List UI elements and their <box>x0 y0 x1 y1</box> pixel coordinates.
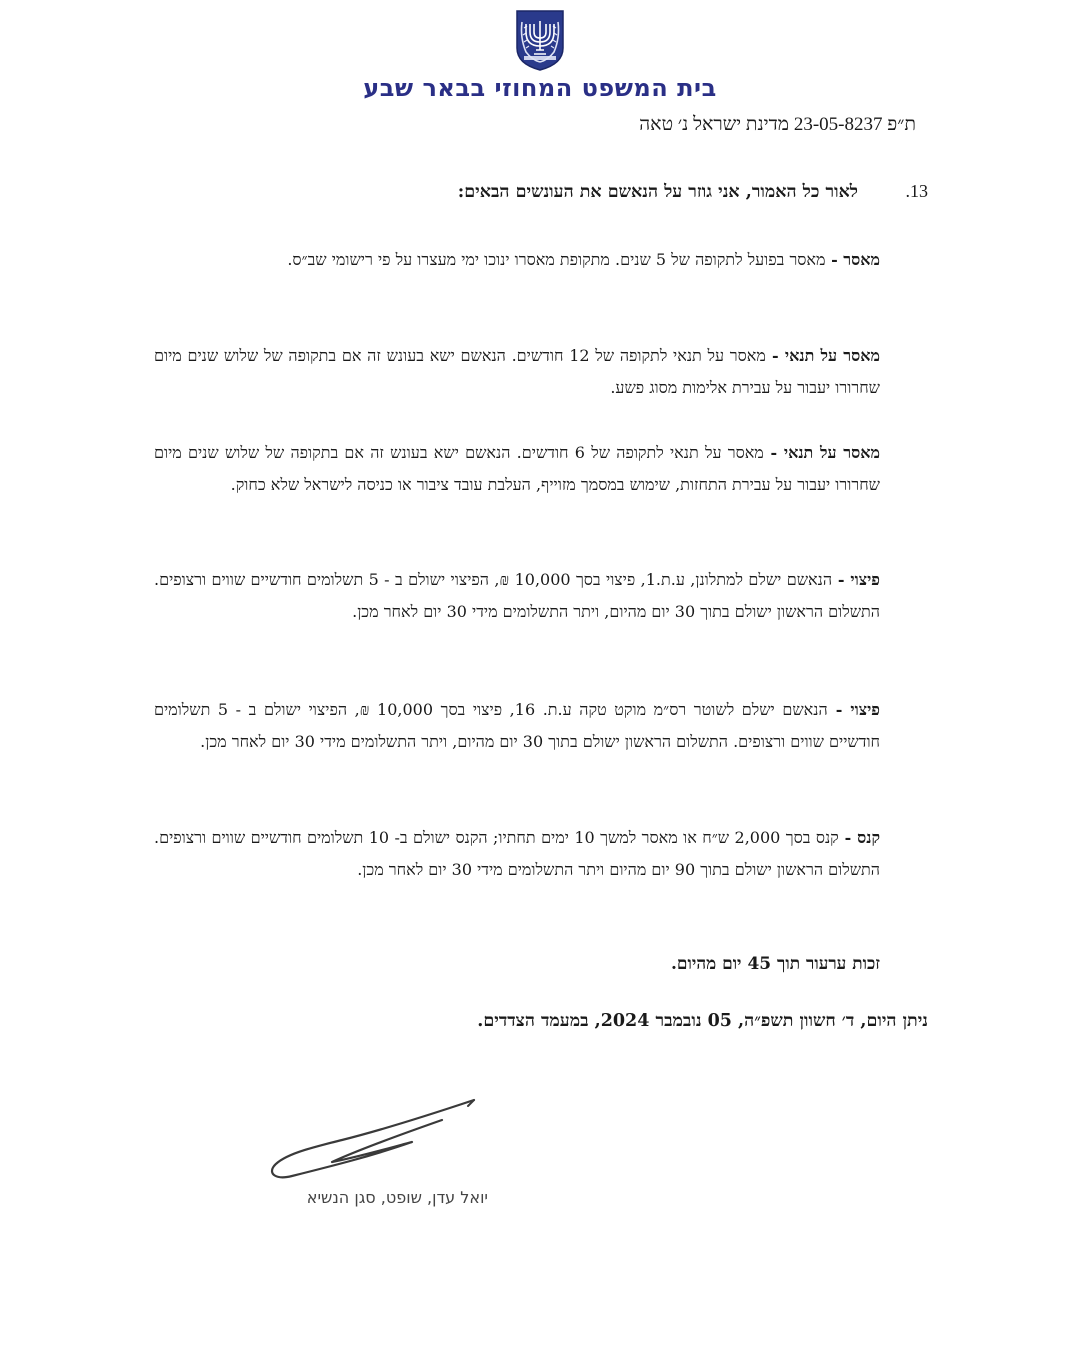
paragraph-text: קנס בסך 2,000 ש״ח או מאסר למשך 10 ימים תחתיו; הקנס ישולם ב- 10 תשלומים חודשיים שווים ורצופים. התשלום הראשון ישולם בתוך 90 יום מהיום ויתר התשלומים מידי 30 יום לאחר מכן. <box>154 828 880 879</box>
court-name: בית המשפט המחוזי בבאר שבע <box>363 74 717 102</box>
menorah-emblem-icon <box>514 8 566 72</box>
paragraph-lead: קנס - <box>838 828 881 847</box>
paragraph-lead: פיצוי - <box>832 570 880 589</box>
section-heading <box>148 181 928 202</box>
sentence-paragraph <box>154 822 880 886</box>
paragraph-text: מאסר על תנאי לתקופה של 6 חודשים. הנאשם ישא בעונש זה אם בתקופה של שלוש שנים מיום שחרורו יעבור על עבירת התחזות, שימוש במסמך מזוייף, העלבת עובד ציבור או כניסה לישראל שלא כחוק. <box>154 443 880 494</box>
paragraph-lead: מאסר על תנאי - <box>765 346 881 365</box>
paragraph-text: הנאשם ישלם לשוטר רס״מ מוקט טקה ע.ת. 16, פיצוי בסך 10,000 ₪, הפיצוי ישולם ב - 5 תשלומים חודשיים שווים ורצופים. התשלום הראשון ישולם בתוך 30 יום מהיום, ויתר התשלומים מידי 30 יום לאחר מכן. <box>154 700 880 751</box>
sentence-paragraph <box>154 340 880 404</box>
sentence-paragraph <box>154 694 880 758</box>
paragraph-lead: מאסר - <box>825 250 880 269</box>
section-number: 13. <box>905 181 928 201</box>
paragraph-text: מאסר בפועל לתקופה של 5 שנים. מתקופת מאסרו ינוכו ימי מעצרו על פי רישומי שב״ס. <box>287 250 826 269</box>
paragraph-lead: פיצוי - <box>827 700 880 719</box>
sentence-paragraph <box>154 437 880 501</box>
given-line: ניתן היום, ד׳ חשוון תשפ״ה, 05 נובמבר 2024, במעמד הצדדים. <box>477 1011 928 1031</box>
appeal-notice: זכות ערעור תוך 45 יום מהיום. <box>670 954 880 974</box>
paragraph-text: הנאשם ישלם למתלונן, ע.ת.1, פיצוי בסך 10,000 ₪, הפיצוי ישולם ב - 5 תשלומים חודשיים שווים ורצופים. התשלום הראשון ישולם בתוך 30 יום מהיום, ויתר התשלומים מידי 30 יום לאחר מכן. <box>154 570 880 621</box>
paragraph-text: מאסר על תנאי לתקופה של 12 חודשים. הנאשם ישא בעונש זה אם בתקופה של שלוש שנים מיום שחרורו יעבור על עבירת אלימות מסוג פשע. <box>154 346 880 397</box>
handwritten-signature-icon <box>262 1092 494 1188</box>
case-number-line: ת״פ 23-05-8237 מדינת ישראל נ׳ טאה <box>639 114 916 135</box>
sentence-paragraph <box>154 564 880 628</box>
section-heading-text: לאור כל האמור, אני גוזר על הנאשם את העונשים הבאים: <box>457 182 858 202</box>
judge-name: יואל עדן, שופט, סגן הנשיא <box>306 1188 488 1207</box>
paragraph-lead: מאסר על תנאי - <box>763 443 881 462</box>
sentence-paragraph <box>154 244 880 276</box>
